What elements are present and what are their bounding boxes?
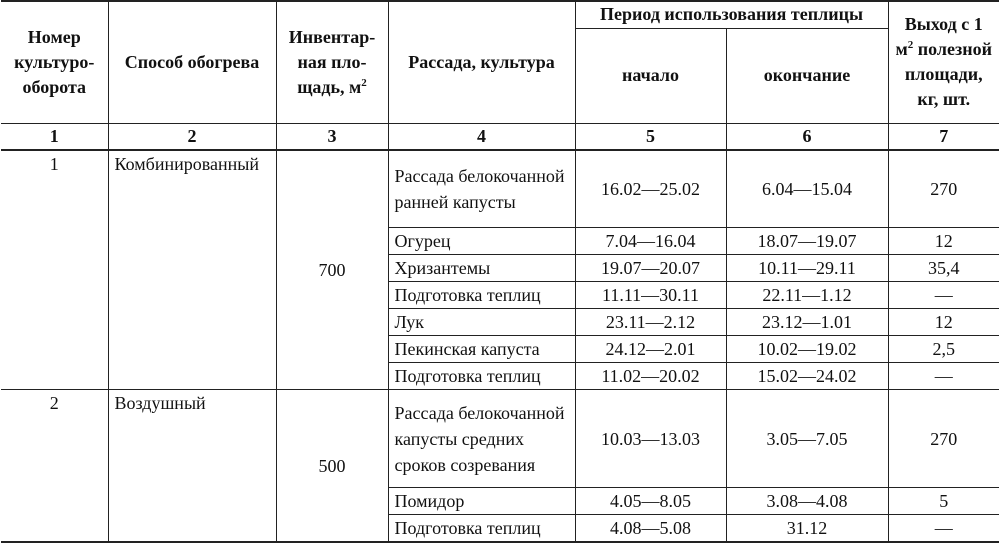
yield-cell: — (888, 363, 999, 390)
start-cell: 23.11—2.12 (575, 309, 726, 336)
crop-cell: Подготовка теплиц (388, 282, 575, 309)
yield-cell: 270 (888, 150, 999, 228)
yield-cell: — (888, 282, 999, 309)
yield-cell: 12 (888, 309, 999, 336)
yield-cell: 35,4 (888, 255, 999, 282)
crop-cell: Огурец (388, 228, 575, 255)
end-cell: 3.08—4.08 (726, 488, 888, 515)
header-period-group: Период использования теплицы (575, 1, 888, 28)
crop-cell: Помидор (388, 488, 575, 515)
header-period-start: начало (575, 28, 726, 123)
column-number: 3 (276, 123, 388, 150)
yield-cell: 5 (888, 488, 999, 515)
crop-cell: Лук (388, 309, 575, 336)
yield-cell: — (888, 515, 999, 543)
start-cell: 4.05—8.05 (575, 488, 726, 515)
area-cell: 700 (276, 150, 388, 390)
start-cell: 4.08—5.08 (575, 515, 726, 543)
end-cell: 23.12—1.01 (726, 309, 888, 336)
column-number: 1 (1, 123, 108, 150)
column-numbers-row (1, 123, 999, 150)
header-yield: Выход с 1 $м^2$ полезной площади, кг, шт. (888, 1, 999, 123)
end-cell: 22.11—1.12 (726, 282, 888, 309)
column-number: 7 (888, 123, 999, 150)
heating-method-cell: Воздушный (108, 390, 276, 543)
end-cell: 31.12 (726, 515, 888, 543)
yield-cell: 2,5 (888, 336, 999, 363)
end-cell: 10.11—29.11 (726, 255, 888, 282)
column-number: 5 (575, 123, 726, 150)
crop-cell: Подготовка теплиц (388, 515, 575, 543)
start-cell: 10.03—13.03 (575, 390, 726, 488)
table-row (1, 150, 999, 228)
start-cell: 11.02—20.02 (575, 363, 726, 390)
start-cell: 11.11—30.11 (575, 282, 726, 309)
yield-cell: 12 (888, 228, 999, 255)
crop-cell: Хризантемы (388, 255, 575, 282)
crop-cell: Пекинская капуста (388, 336, 575, 363)
header-heating-method: Способ обогрева (108, 1, 276, 123)
rotation-number-cell: 1 (1, 150, 108, 390)
start-cell: 16.02—25.02 (575, 150, 726, 228)
heating-method-cell: Комбинированный (108, 150, 276, 390)
start-cell: 19.07—20.07 (575, 255, 726, 282)
start-cell: 7.04—16.04 (575, 228, 726, 255)
end-cell: 18.07—19.07 (726, 228, 888, 255)
rotation-number-cell: 2 (1, 390, 108, 543)
table-row (1, 390, 999, 488)
header-seedling-crop: Рассада, культура (388, 1, 575, 123)
crop-cell: Рассада белокочанной капусты средних сроков созревания (388, 390, 575, 488)
column-number: 2 (108, 123, 276, 150)
header-period-end: окончание (726, 28, 888, 123)
crop-rotation-table (1, 0, 999, 543)
yield-cell: 270 (888, 390, 999, 488)
end-cell: 15.02—24.02 (726, 363, 888, 390)
end-cell: 6.04—15.04 (726, 150, 888, 228)
area-cell: 500 (276, 390, 388, 543)
header-inventory-area: Инвентарная площадь, $м^2$ (276, 1, 388, 123)
crop-cell: Подготовка теплиц (388, 363, 575, 390)
column-number: 6 (726, 123, 888, 150)
end-cell: 10.02—19.02 (726, 336, 888, 363)
header-rotation-number: Номер культурооборота (1, 1, 108, 123)
end-cell: 3.05—7.05 (726, 390, 888, 488)
start-cell: 24.12—2.01 (575, 336, 726, 363)
crop-cell: Рассада белокочанной ранней капусты (388, 150, 575, 228)
column-number: 4 (388, 123, 575, 150)
